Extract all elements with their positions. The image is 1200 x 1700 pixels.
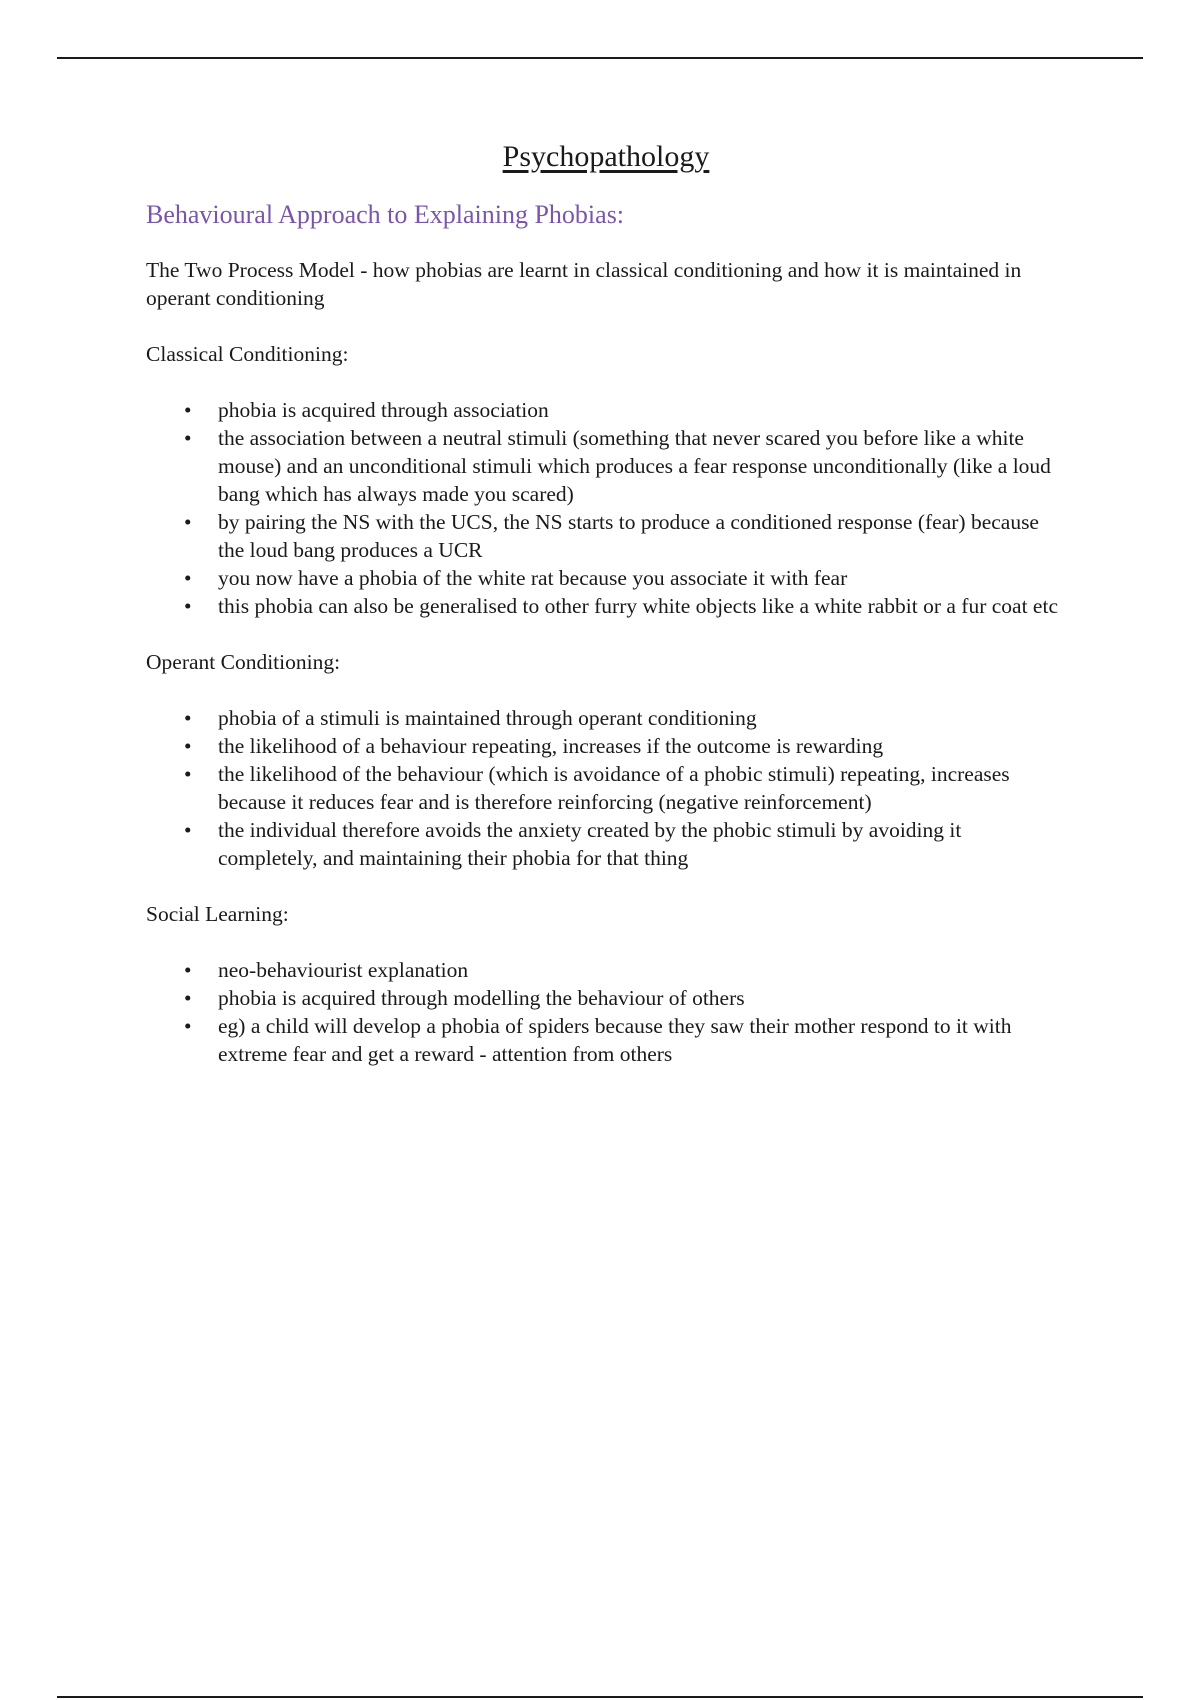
- list-item: • the individual therefore avoids the anxiety created by the phobic stimuli by avoiding it completely, and maintaining their phobia for that thing: [184, 818, 962, 870]
- bottom-rule: [57, 1696, 1143, 1698]
- social-learning-list: [146, 956, 1066, 1068]
- list-item: • eg) a child will develop a phobia of spiders because they saw their mother respond to it with extreme fear and get a reward - attention from others: [184, 1014, 1012, 1066]
- list-item: • neo-behaviourist explanation: [184, 958, 469, 982]
- classical-conditioning-list: [146, 396, 1066, 620]
- list-item: • phobia is acquired through association: [184, 398, 549, 422]
- section-heading: Behavioural Approach to Explaining Phobias:: [146, 200, 625, 229]
- bullet-icon: •: [184, 986, 192, 1010]
- intro-paragraph: The Two Process Model - how phobias are learnt in classical conditioning and how it is maintained in operant conditioning: [146, 258, 1022, 310]
- list-item: • by pairing the NS with the UCS, the NS starts to produce a conditioned response (fear) because the loud bang produces a UCR: [184, 510, 1039, 562]
- bullet-icon: •: [184, 594, 192, 618]
- list-item: • the likelihood of the behaviour (which is avoidance of a phobic stimuli) repeating, increases because it reduces fear and is therefore reinforcing (negative reinforcement): [184, 762, 1010, 814]
- bullet-icon: •: [184, 762, 192, 786]
- classical-conditioning-label: Classical Conditioning:: [146, 342, 349, 366]
- bullet-icon: •: [184, 818, 192, 842]
- list-item: • phobia is acquired through modelling the behaviour of others: [184, 986, 745, 1010]
- list-item: • the likelihood of a behaviour repeating, increases if the outcome is rewarding: [184, 734, 884, 758]
- social-learning-label: Social Learning:: [146, 902, 289, 926]
- bullet-icon: •: [184, 426, 192, 450]
- list-item: • this phobia can also be generalised to other furry white objects like a white rabbit or a fur coat etc: [184, 594, 1058, 618]
- operant-conditioning-label: Operant Conditioning:: [146, 650, 341, 674]
- bullet-icon: •: [184, 398, 192, 422]
- bullet-icon: •: [184, 734, 192, 758]
- top-rule: [57, 57, 1143, 59]
- page-title: Psychopathology: [502, 140, 710, 173]
- bullet-icon: •: [184, 1014, 192, 1038]
- list-item: • the association between a neutral stimuli (something that never scared you before like a white mouse) and an unconditional stimuli which produces a fear response unconditionally (like a loud bang which has always made you scared): [184, 426, 1051, 506]
- bullet-icon: •: [184, 510, 192, 534]
- bullet-icon: •: [184, 706, 192, 730]
- bullet-icon: •: [184, 958, 192, 982]
- list-item: • you now have a phobia of the white rat because you associate it with fear: [184, 566, 848, 590]
- list-item: • phobia of a stimuli is maintained through operant conditioning: [184, 706, 757, 730]
- document-page: [146, 140, 1066, 1096]
- bullet-icon: •: [184, 566, 192, 590]
- operant-conditioning-list: [146, 704, 1066, 872]
